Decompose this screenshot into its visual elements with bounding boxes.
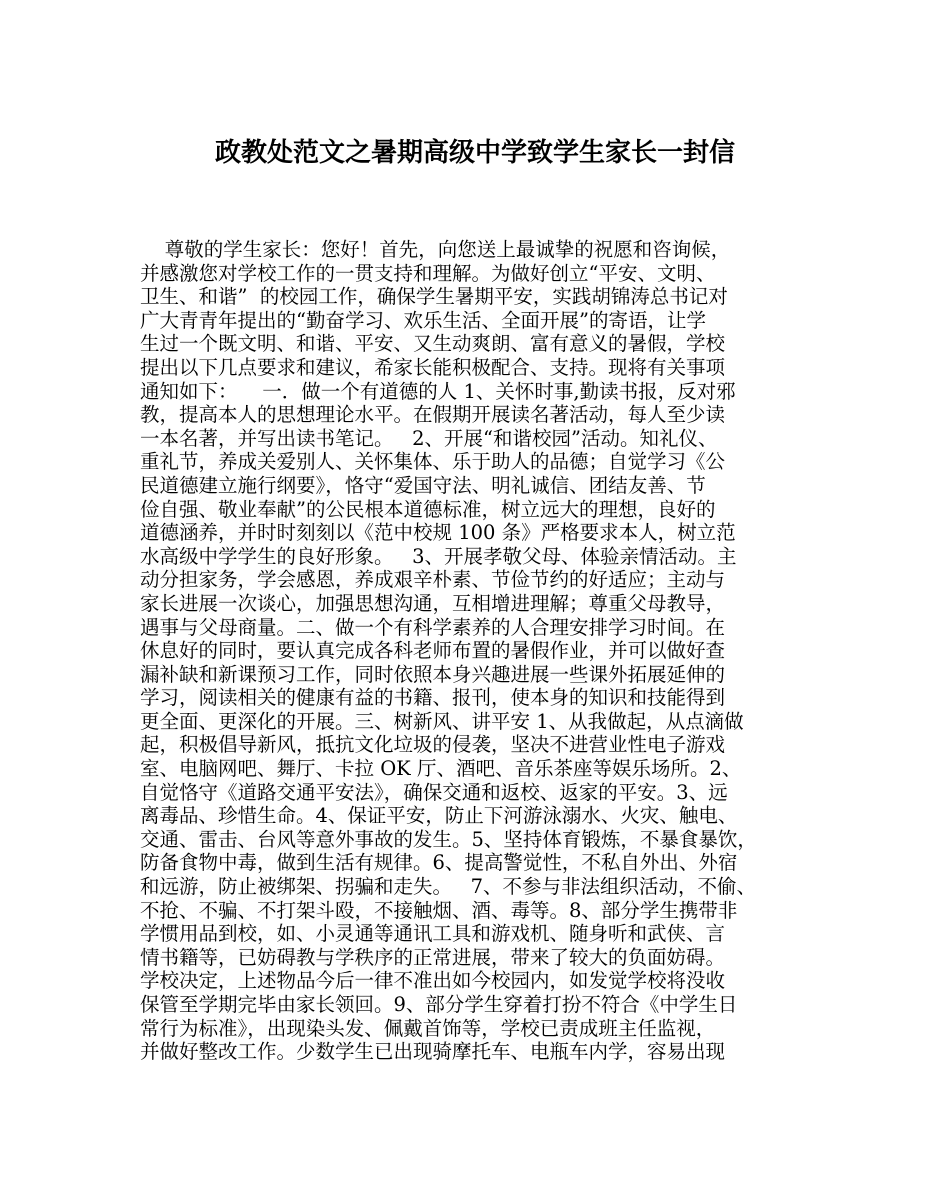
body-line: 休息好的同时，要认真完成各科老师布置的暑假作业，并可以做好查 (140, 639, 726, 663)
body-line: 动分担家务，学会感恩，养成艰辛朴素、节俭节约的好适应；主动与 (140, 568, 726, 592)
body-line: 通知如下： 一．做一个有道德的人 1、关怀时事,勤读书报，反对邪 (140, 379, 736, 403)
body-line: 防备食物中毒，做到生活有规律。6、提高警觉性，不私自外出、外宿 (140, 851, 738, 875)
body-line: 学习，阅读相关的健康有益的书籍、报刊，使本身的知识和技能得到 (140, 686, 726, 710)
body-line: 学惯用品到校，如、小灵通等通讯工具和游戏机、随身听和武侠、言 (140, 922, 726, 946)
body-line: 生过一个既文明、和谐、平安、又生动爽朗、富有意义的暑假，学校 (140, 332, 726, 356)
body-line: 俭自强、敬业奉献”的公民根本道德标准，树立远大的理想，良好的 (140, 497, 716, 521)
letter-body (140, 238, 830, 1064)
body-line: 一本名著，并写出读书笔记。 2、开展“和谐校园”活动。知礼仪、 (140, 426, 718, 450)
body-line: 情书籍等，已妨碍教与学秩序的正常进展，带来了较大的负面妨碍。 (140, 945, 726, 969)
body-line: 重礼节，养成关爱别人、关怀集体、乐于助人的品德；自觉学习《公 (140, 450, 726, 474)
body-line: 家长进展一次谈心，加强思想沟通，互相增进理解；尊重父母教导， (140, 591, 726, 615)
body-line: 广大青青年提出的“勤奋学习、欢乐生活、全面开展”的寄语，让学 (140, 308, 706, 332)
body-line: 提出以下几点要求和建议，希家长能积极配合、支持。现将有关事项 (140, 355, 726, 379)
body-line: 教，提高本人的思想理论水平。在假期开展读名著活动，每人至少读 (140, 403, 726, 427)
body-line: 卫生、和谐” 的校园工作，确保学生暑期平安，实践胡锦涛总书记对 (140, 285, 728, 309)
body-line: 交通、雷击、台风等意外事故的发生。5、坚持体育锻炼，不暴食暴饮， (140, 827, 757, 851)
body-line: 保管至学期完毕由家长领回。9、部分学生穿着打扮不符合《中学生日 (140, 993, 738, 1016)
body-line: 常行为标准》，出现染头发、佩戴首饰等，学校已责成班主任监视， (140, 1016, 716, 1040)
body-line: 不抢、不骗、不打架斗殴，不接触烟、酒、毒等。8、部分学生携带非 (140, 898, 738, 922)
document-title: 政教处范文之暑期高级中学致学生家长一封信 (214, 138, 735, 168)
body-line: 水高级中学学生的良好形象。 3、开展孝敬父母、体验亲情活动。主 (140, 544, 737, 568)
body-line: 并做好整改工作。少数学生已出现骑摩托车、电瓶车内学，容易出现 (140, 1040, 726, 1064)
body-line: 遇事与父母商量。二、做一个有科学素养的人合理安排学习时间。在 (140, 615, 726, 639)
body-line: 起，积极倡导新风，抵抗文化垃圾的侵袭，坚决不进营业性电子游戏 (140, 733, 726, 757)
body-line: 学校决定，上述物品今后一律不准出如今校园内，如发觉学校将没收 (140, 969, 726, 993)
body-line: 室、电脑网吧、舞厅、卡拉 OK 厅、酒吧、音乐茶座等娱乐场所。2、 (140, 757, 742, 781)
body-line: 漏补缺和新课预习工作，同时依照本身兴趣进展一些课外拓展延伸的 (140, 662, 726, 686)
body-line: 道德涵养，并时时刻刻以《范中校规 100 条》严格要求本人，树立范 (140, 521, 736, 545)
body-line: 尊敬的学生家长：您好！首先，向您送上最诚挚的祝愿和咨询候， (140, 238, 731, 261)
body-line: 更全面、更深化的开展。三、树新风、讲平安 1、从我做起，从点滴做 (140, 709, 744, 733)
body-line: 自觉恪守《道路交通平安法》，确保交通和返校、返家的平安。3、远 (140, 780, 728, 804)
body-line: 离毒品、珍惜生命。4、保证平安，防止下河游泳溺水、火灾、触电、 (140, 804, 738, 828)
body-line: 民道德建立施行纲要》，恪守“爱国守法、明礼诚信、团结友善、节 (140, 473, 706, 497)
body-line: 和远游，防止被绑架、拐骗和走失。 7、不参与非法组织活动，不偷、 (140, 875, 757, 899)
body-line: 并感激您对学校工作的一贯支持和理解。为做好创立“平安、文明、 (140, 261, 716, 285)
